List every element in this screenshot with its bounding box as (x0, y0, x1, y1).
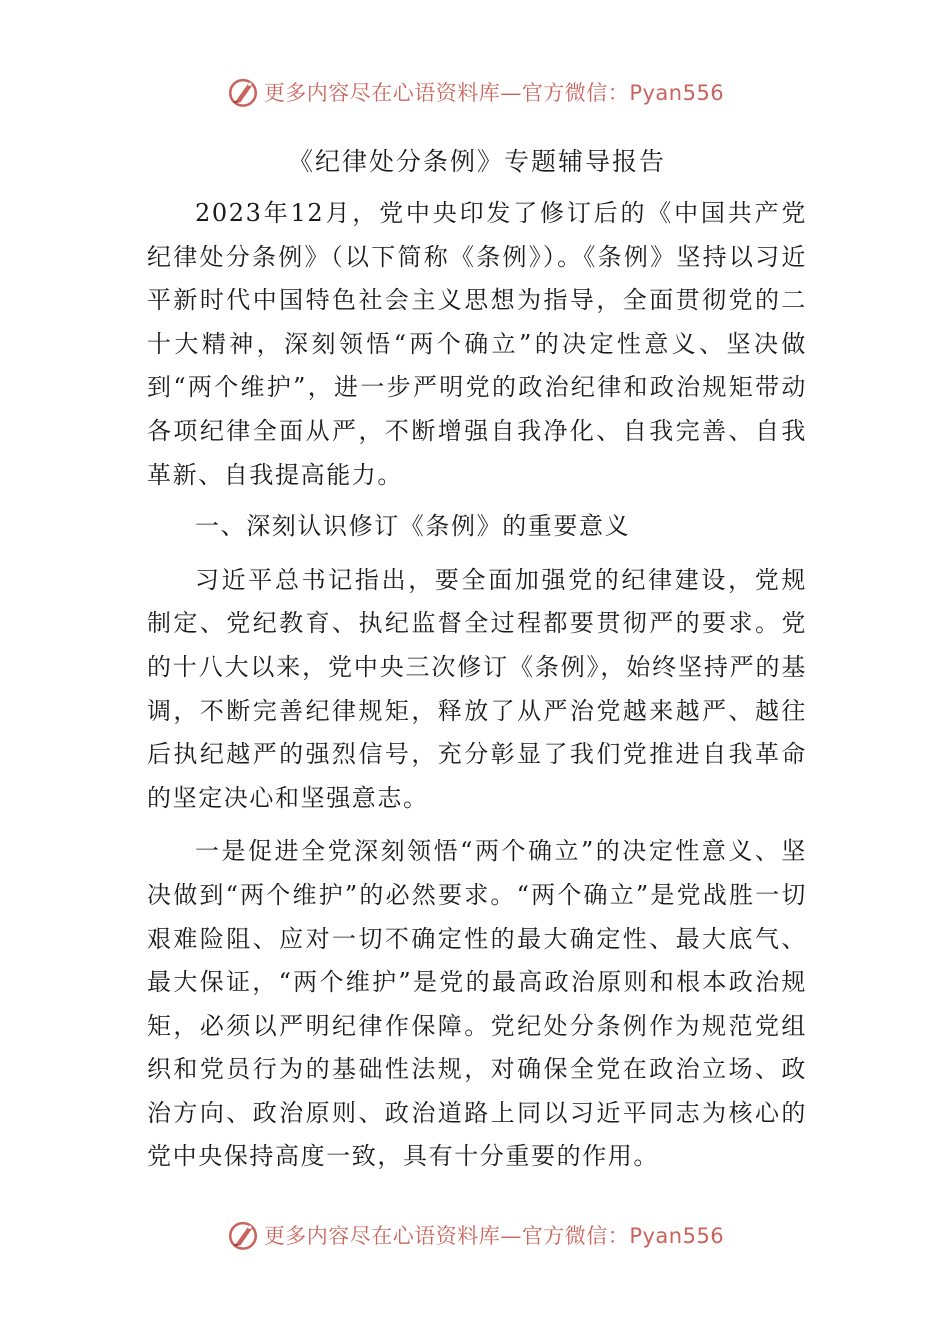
watermark-contact-label: 官方微信： (521, 81, 630, 105)
watermark-banner-bottom (0, 1215, 950, 1255)
paragraph-point-1: 一是促进全党深刻领悟“两个确立”的决定性意义、坚决做到“两个维护”的必然要求。“两个确立”是党战胜一切艰难险阻、应对一切不确定性的最大确定性、最大底气、最大保证，“两个维护”是党的最高政治原则和根本政治规矩，必须以严明纪律作保障。党纪处分条例作为规范党组织和党员行为的基础性法规，对确保全党在政治立场、政治方向、政治原则、政治道路上同以习近平同志为核心的党中央保持高度一致，具有十分重要的作用。 (147, 837, 807, 1171)
document-title: 《纪律处分条例》专题辅导报告 (287, 147, 666, 176)
watermark-dash: — (500, 1224, 522, 1248)
watermark-text (264, 77, 724, 107)
document-body (147, 140, 807, 1179)
watermark-contact-label: 官方微信： (521, 1224, 630, 1248)
watermark-wechat-id: Pyan556 (629, 81, 725, 105)
watermark-text (264, 1220, 724, 1250)
paragraph-section-1: 习近平总书记指出，要全面加强党的纪律建设，党规制定、党纪教育、执纪监督全过程都要贯彻严的要求。党的十八大以来，党中央三次修订《条例》，始终坚持严的基调，不断完善纪律规矩，释放了从严治党越来越严、越往后执纪越严的强烈信号，充分彰显了我们党推进自我革命的坚定决心和坚强意志。 (147, 565, 807, 812)
watermark-dash: — (500, 81, 522, 105)
watermark-banner-top (0, 72, 950, 112)
section-heading-1: 一、深刻认识修订《条例》的重要意义 (195, 512, 631, 541)
watermark-wechat-id: Pyan556 (629, 1224, 725, 1248)
watermark-slogan: 更多内容尽在心语资料库 (263, 1224, 501, 1248)
pen-nib-logo-icon (226, 1218, 260, 1252)
watermark-slogan: 更多内容尽在心语资料库 (263, 81, 501, 105)
paragraph-intro: 2023年12月，党中央印发了修订后的《中国共产党纪律处分条例》（以下简称《条例》）。《条例》坚持以习近平新时代中国特色社会主义思想为指导，全面贯彻党的二十大精神，深刻领悟“两个确立”的决定性意义、坚决做到“两个维护”，进一步严明党的政治纪律和政治规矩带动各项纪律全面从严，不断增强自我净化、自我完善、自我革新、自我提高能力。 (147, 199, 807, 489)
pen-nib-logo-icon (226, 75, 260, 109)
